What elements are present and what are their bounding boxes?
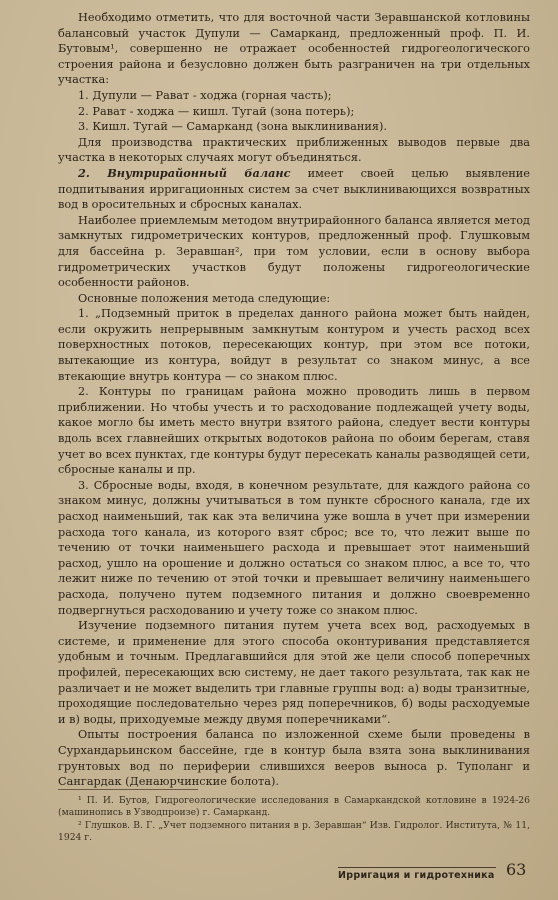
- paragraph-practical: Для производства практических приближенных выводов первые два участка в некоторых случаях могут объединяться.: [58, 135, 530, 165]
- footer-divider: [338, 867, 496, 868]
- principle-2: 2. Контуры по границам района можно проводить лишь в первом приближении. Но чтобы учесть и то расходование подлежащей учету воды, какое могло бы иметь место внутри взятого района, следует вести контуры вдоль всех главнейших открытых водотоков района по обоим берегам, ставя учет во всех пунктах, где контуры будут пересекать каналы разводящей сети, сбросные каналы и пр.: [58, 385, 530, 477]
- paragraph-method: Наиболее приемлемым методом внутрирайонного баланса является метод замкнутых гидрометрических контуров, предложенный проф. Глушковым для бассейна р. Зеравшан², при том условии, если в основу выбора гидрометрических участков будут положены гидрогеологические особенности районов.: [58, 213, 530, 290]
- page-number: 63: [506, 860, 527, 879]
- list-item-3: 3. Кишл. Тугай — Самарканд (зона выклинивания).: [78, 120, 388, 134]
- section-heading: 2. Внутрирайонный баланс: [78, 165, 291, 180]
- footnotes: [58, 795, 530, 845]
- body-text: [58, 10, 530, 790]
- paragraph-principles: Основные положения метода следующие:: [78, 291, 331, 305]
- footnote-divider: [58, 789, 198, 790]
- paragraph-section-2: [58, 166, 530, 213]
- list-item-1: 1. Дупули — Рават - ходжа (горная часть);: [78, 88, 332, 102]
- section-2-text: имеет своей целью выявление подпитывания ирригационных систем за счет выклинивающихся возвратных вод в оросительных и сбросных каналах.: [58, 166, 530, 212]
- paragraph-intro: Необходимо отметить, что для восточной части Зеравшанской котловины балансовый участок Дупули — Самарканд, предложенный проф. П. И. Бутовым¹, совершенно не отражает особенностей гидрогеологического строения района и безусловно должен быть разграничен на три отдельных участка:: [58, 11, 530, 87]
- footnote-2: ² Глушков. В. Г. „Учет подземного питания в р. Зеравшан“ Изв. Гидролог. Института, № 11, 1924 г.: [58, 819, 530, 844]
- running-title: Ирригация и гидротехника: [338, 870, 495, 881]
- principle-1: 1. „Подземный приток в пределах данного района может быть найден, если окружить непрерывным замкнутым контуром и учесть расход всех поверхностных потоков, пересекающих контур, при этом все потоки, вытекающие из контура, войдут в результат со знаком минус, а все втекающие внутрь контура — со знаком плюс.: [58, 307, 530, 383]
- list-item-2: 2. Рават - ходжа — кишл. Тугай (зона потерь);: [78, 104, 355, 118]
- principle-3: 3. Сбросные воды, входя, в конечном результате, для каждого района со знаком минус, должны учитываться в том пункте сбросного канала, где их расход наименьший, так как эта величина уже вошла в учет при измерении расхода того канала, из которого взят сброс; все то, что лежит выше по течению от точки наименьшего расхода и превышает этот наименьший расход, ушло на орошение и должно остаться со знаком плюс, а все то, что лежит ниже по течению от этой точки и превышает величину наименьшего расхода, получено путем подземного питания и должно своевременно подвергнуться расходованию и учету тоже со знаком плюс.: [58, 478, 530, 617]
- paragraph-study: Изучение подземного питания путем учета всех вод, расходуемых в системе, и применение для этого способа оконтуривания представляется удобным и точным. Предлагавшийся для этой же цели способ поперечных профилей, пересекающих всю систему, не дает такого результата, так как не различает и не может выделить три главные группы вод: а) воды транзитные, проходящие последовательно через ряд поперечников, б) воды расходуемые и в) воды, приходуемые между двумя поперечниками“.: [58, 619, 530, 726]
- paragraph-experiments: Опыты построения баланса по изложенной схеме были проведены в Сурхандарьинском бассейне, где в контур была взята зона выклинивания грунтовых вод по периферии слившихся вееров выноса р. Туполанг и Сангардак (Денаюрчинские болота).: [58, 728, 530, 789]
- footnote-1: ¹ П. И. Бутов, Гидрогеологические исследования в Самаркандской котловине в 1924-26 (машинопись в Узводпроизе) г. Самарканд.: [58, 795, 530, 819]
